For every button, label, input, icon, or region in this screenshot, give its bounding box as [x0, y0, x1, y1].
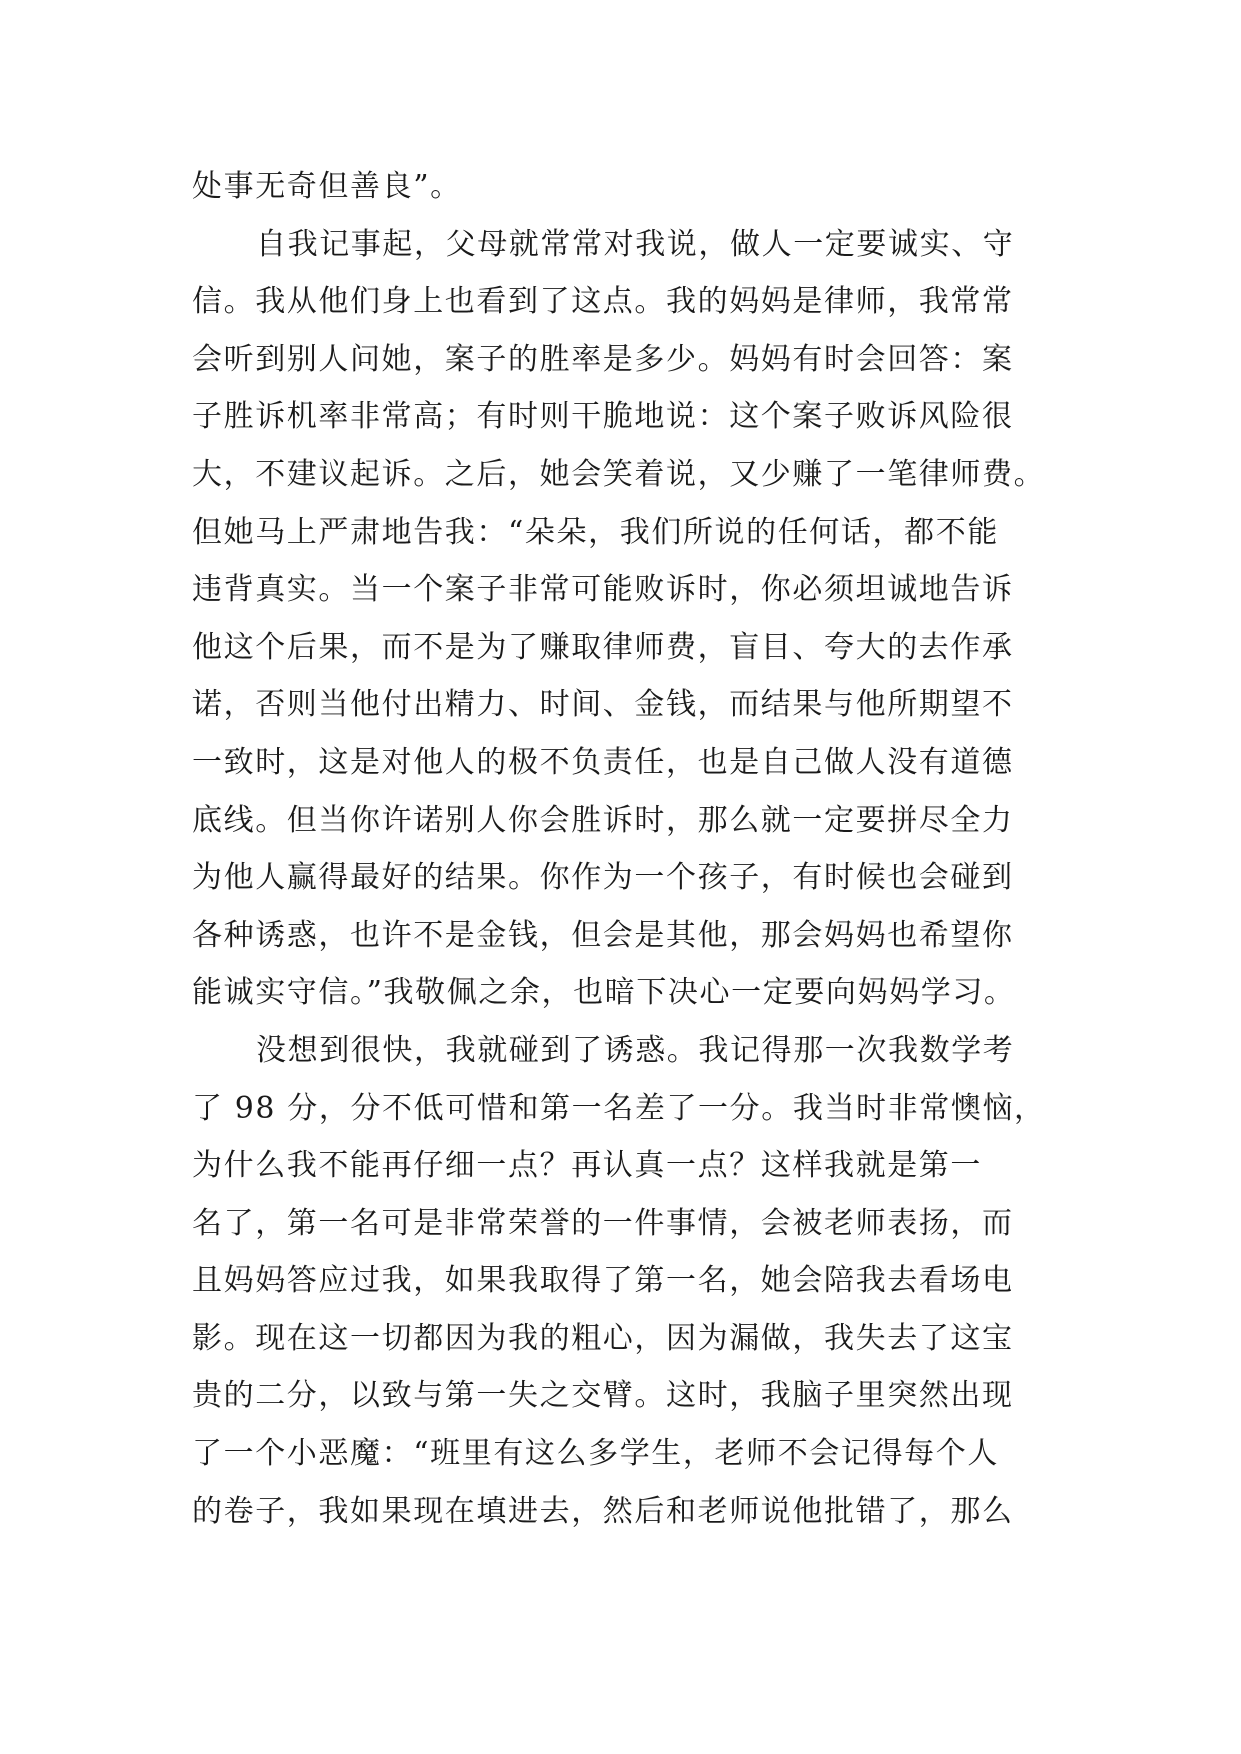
- text-line: 自我记事起，父母就常常对我说，做人一定要诚实、守: [256, 226, 1015, 262]
- text-line: 大，不建议起诉。之后，她会笑着说，又少赚了一笔律师费。: [192, 456, 1046, 492]
- text-line: 贵的二分，以致与第一失之交臂。这时，我脑子里突然出现: [192, 1378, 1014, 1414]
- text-line: 一致时，这是对他人的极不负责任，也是自己做人没有道德: [192, 744, 1014, 780]
- text-line: 信。我从他们身上也看到了这点。我的妈妈是律师，我常常: [192, 284, 1014, 320]
- text-line: 了一个小恶魔：“班里有这么多学生，老师不会记得每个人: [192, 1436, 999, 1472]
- text-line: 底线。但当你许诺别人你会胜诉时，那么就一定要拼尽全力: [192, 802, 1014, 838]
- text-line: 各种诱惑，也许不是金钱，但会是其他，那会妈妈也希望你: [192, 917, 1014, 953]
- text-line: 能诚实守信。”我敬佩之余，也暗下决心一定要向妈妈学习。: [192, 975, 1016, 1011]
- text-line: 为什么我不能再仔细一点？再认真一点？这样我就是第一: [192, 1148, 982, 1184]
- text-line: 但她马上严肃地告我：“朵朵，我们所说的任何话，都不能: [192, 514, 999, 550]
- text-line: 诺，否则当他付出精力、时间、金钱，而结果与他所期望不: [192, 687, 1014, 723]
- text-line: 会听到别人问她，案子的胜率是多少。妈妈有时会回答：案: [192, 341, 1014, 377]
- text-line: 影。现在这一切都因为我的粗心，因为漏做，我失去了这宝: [192, 1320, 1014, 1356]
- text-line: 为他人赢得最好的结果。你作为一个孩子，有时候也会碰到: [192, 860, 1014, 896]
- text-line: 的卷子，我如果现在填进去，然后和老师说他批错了，那么: [192, 1493, 1014, 1529]
- text-line: 违背真实。当一个案子非常可能败诉时，你必须坦诚地告诉: [192, 572, 1014, 608]
- text-line: 了 98 分，分不低可惜和第一名差了一分。我当时非常懊恼，: [192, 1090, 1046, 1126]
- text-line: 名了，第一名可是非常荣誉的一件事情，会被老师表扬，而: [192, 1205, 1014, 1241]
- text-line: 处事无奇但善良”。: [192, 169, 462, 204]
- text-line: 没想到很快，我就碰到了诱惑。我记得那一次我数学考: [256, 1032, 1015, 1068]
- body-text: [192, 158, 1072, 1540]
- text-line: 且妈妈答应过我，如果我取得了第一名，她会陪我去看场电: [192, 1263, 1014, 1299]
- text-line: 他这个后果，而不是为了赚取律师费，盲目、夸大的去作承: [192, 629, 1014, 665]
- text-line: 子胜诉机率非常高；有时则干脆地说：这个案子败诉风险很: [192, 399, 1014, 435]
